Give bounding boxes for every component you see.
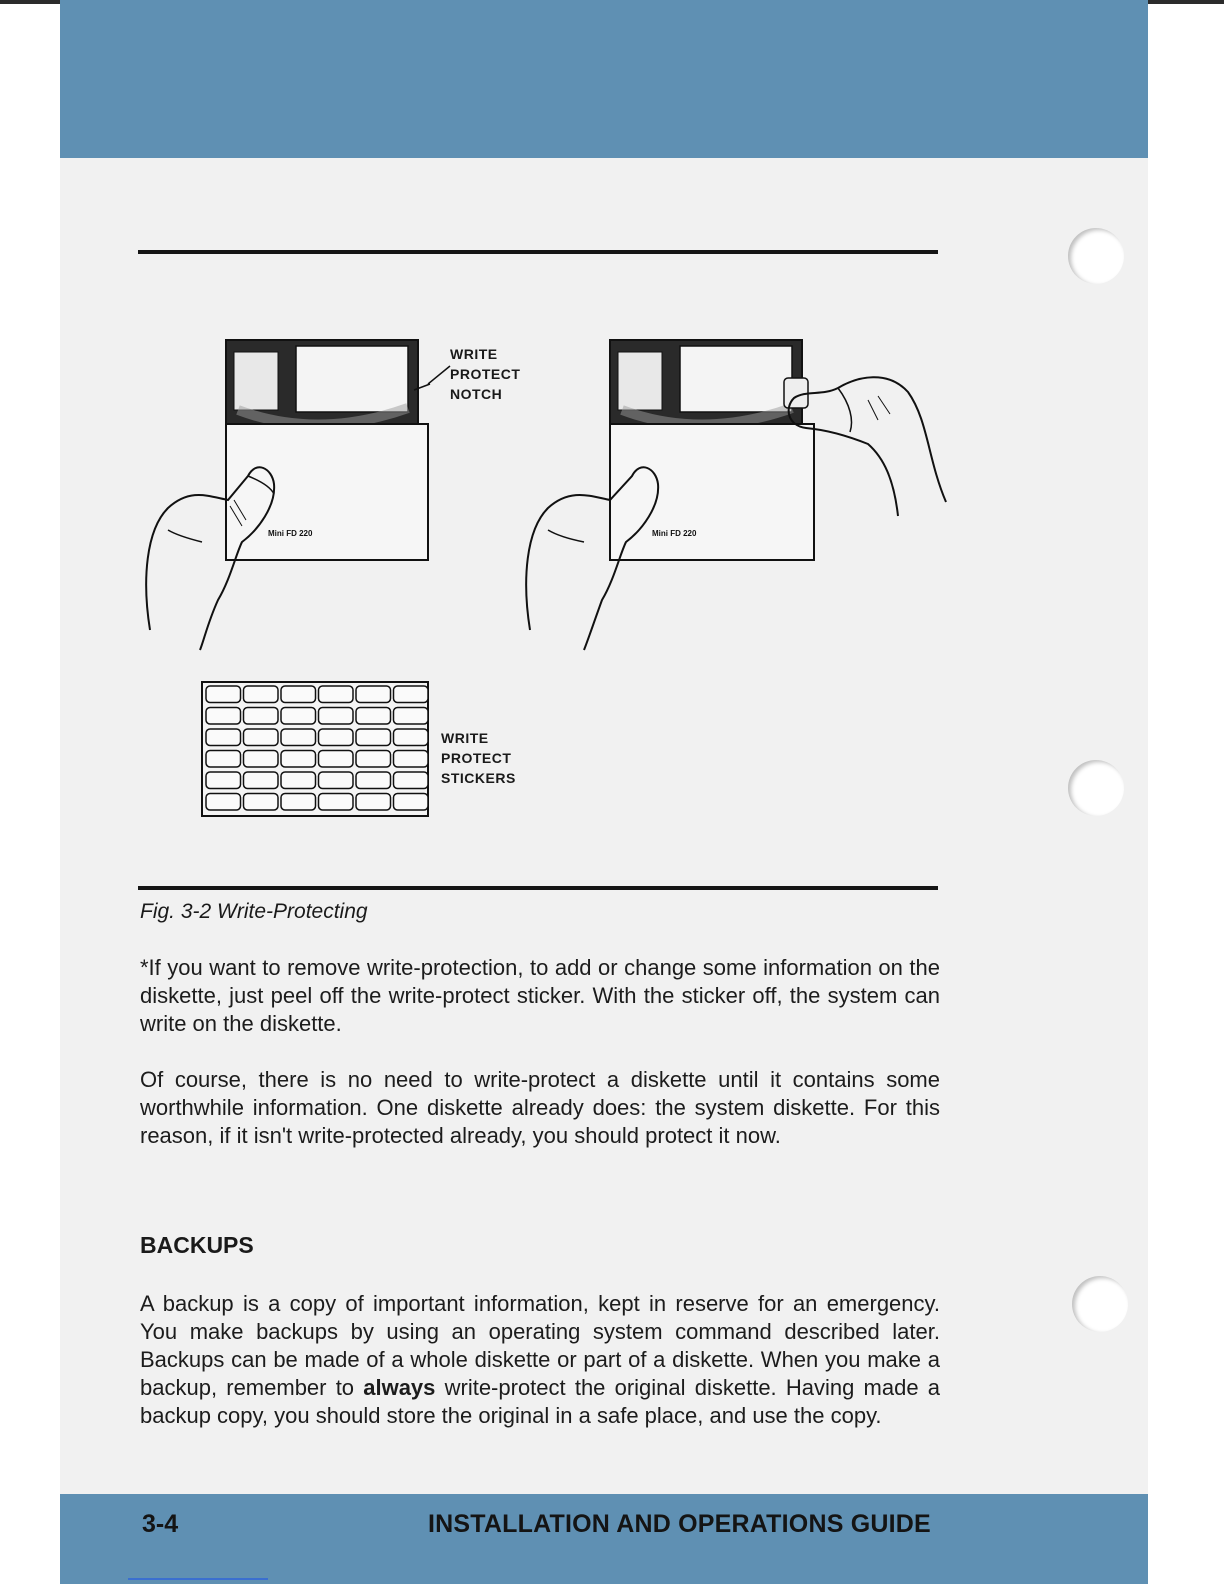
stickers-callout-line-3: STICKERS — [441, 770, 516, 786]
notch-callout-line-3: NOTCH — [450, 386, 503, 402]
figure-illustration — [138, 280, 958, 880]
stickers-callout-line-1: WRITE — [441, 730, 489, 746]
sticker-cell — [394, 751, 429, 768]
diskette-left-label: Mini FD 220 — [268, 529, 313, 538]
paragraph-backups — [140, 1290, 940, 1430]
sticker-cell — [281, 772, 316, 789]
sticker-cell — [244, 686, 279, 703]
backups-emphasis: always — [363, 1375, 436, 1400]
figure-bottom-rule — [138, 886, 938, 890]
figure-caption: Fig. 3-2 Write-Protecting — [140, 900, 368, 923]
sticker-cell — [394, 686, 429, 703]
sticker-cell — [206, 708, 241, 725]
binder-hole-bottom — [1072, 1276, 1128, 1332]
sticker-cell — [319, 708, 354, 725]
sticker-cell — [356, 729, 391, 746]
sticker-cell — [206, 751, 241, 768]
notch-callout — [450, 344, 520, 404]
paragraph-remove-protection: *If you want to remove write-protection, to add or change some information on the diskette, just peel off the write-protect sticker. With the sticker off, the system can write on the diskette. — [140, 955, 940, 1036]
sticker-cell — [281, 794, 316, 811]
sticker-cell — [319, 729, 354, 746]
sticker-cell — [206, 794, 241, 811]
notch-callout-line-1: WRITE — [450, 346, 498, 362]
footer-guide-title: INSTALLATION AND OPERATIONS GUIDE — [428, 1510, 931, 1538]
sticker-cell — [319, 686, 354, 703]
diskette-right-label: Mini FD 220 — [652, 529, 697, 538]
sticker-cell — [244, 772, 279, 789]
header-band — [60, 0, 1148, 158]
sticker-cell — [206, 772, 241, 789]
figure-write-protecting — [138, 280, 958, 880]
sticker-cell — [356, 751, 391, 768]
sticker-cell — [244, 751, 279, 768]
sticker-cell — [244, 729, 279, 746]
sticker-cell — [394, 729, 429, 746]
sticker-cell — [206, 729, 241, 746]
notch-callout-line-2: PROTECT — [450, 366, 521, 382]
sticker-cell — [394, 772, 429, 789]
sticker-cell — [244, 708, 279, 725]
notch-callout-line — [428, 366, 450, 384]
paragraph-system-diskette: Of course, there is no need to write-protect a diskette until it contains some worthwhile information. One diskette already does: the system diskette. For this reason, if it isn't write-protected already, you should protect it now. — [140, 1067, 940, 1148]
footer-band — [60, 1494, 1148, 1584]
footer-link-underline — [128, 1578, 268, 1580]
section-heading-backups: BACKUPS — [140, 1232, 254, 1258]
sticker-cell — [319, 772, 354, 789]
stickers-callout — [441, 728, 516, 788]
stickers-callout-line-2: PROTECT — [441, 750, 512, 766]
sticker-cell — [206, 686, 241, 703]
backups-text-after: write-protect the original diskette. Having made a backup copy, you should store the original in a safe place, and use the copy. — [140, 1375, 940, 1428]
sticker-cell — [319, 751, 354, 768]
sticker-cell — [319, 794, 354, 811]
sticker-cell — [244, 794, 279, 811]
sticker-cell — [281, 686, 316, 703]
figure-top-rule — [138, 250, 938, 254]
binder-hole-middle — [1068, 760, 1124, 816]
sticker-cell — [356, 794, 391, 811]
sticker-cell — [356, 686, 391, 703]
sticker-cell — [394, 794, 429, 811]
sticker-cell — [281, 729, 316, 746]
sticker-cell — [281, 708, 316, 725]
sticker-cell — [281, 751, 316, 768]
sticker-cell — [356, 708, 391, 725]
binder-hole-top — [1068, 228, 1124, 284]
footer-page-number: 3-4 — [142, 1510, 179, 1538]
backups-text-before: A backup is a copy of important information, kept in reserve for an emergency. You make backups by using an operating system command described later. Backups can be made of a whole diskette or part of a diskette. When you make a backup, remember to — [140, 1291, 940, 1400]
sticker-cell — [394, 708, 429, 725]
sticker-cell — [356, 772, 391, 789]
